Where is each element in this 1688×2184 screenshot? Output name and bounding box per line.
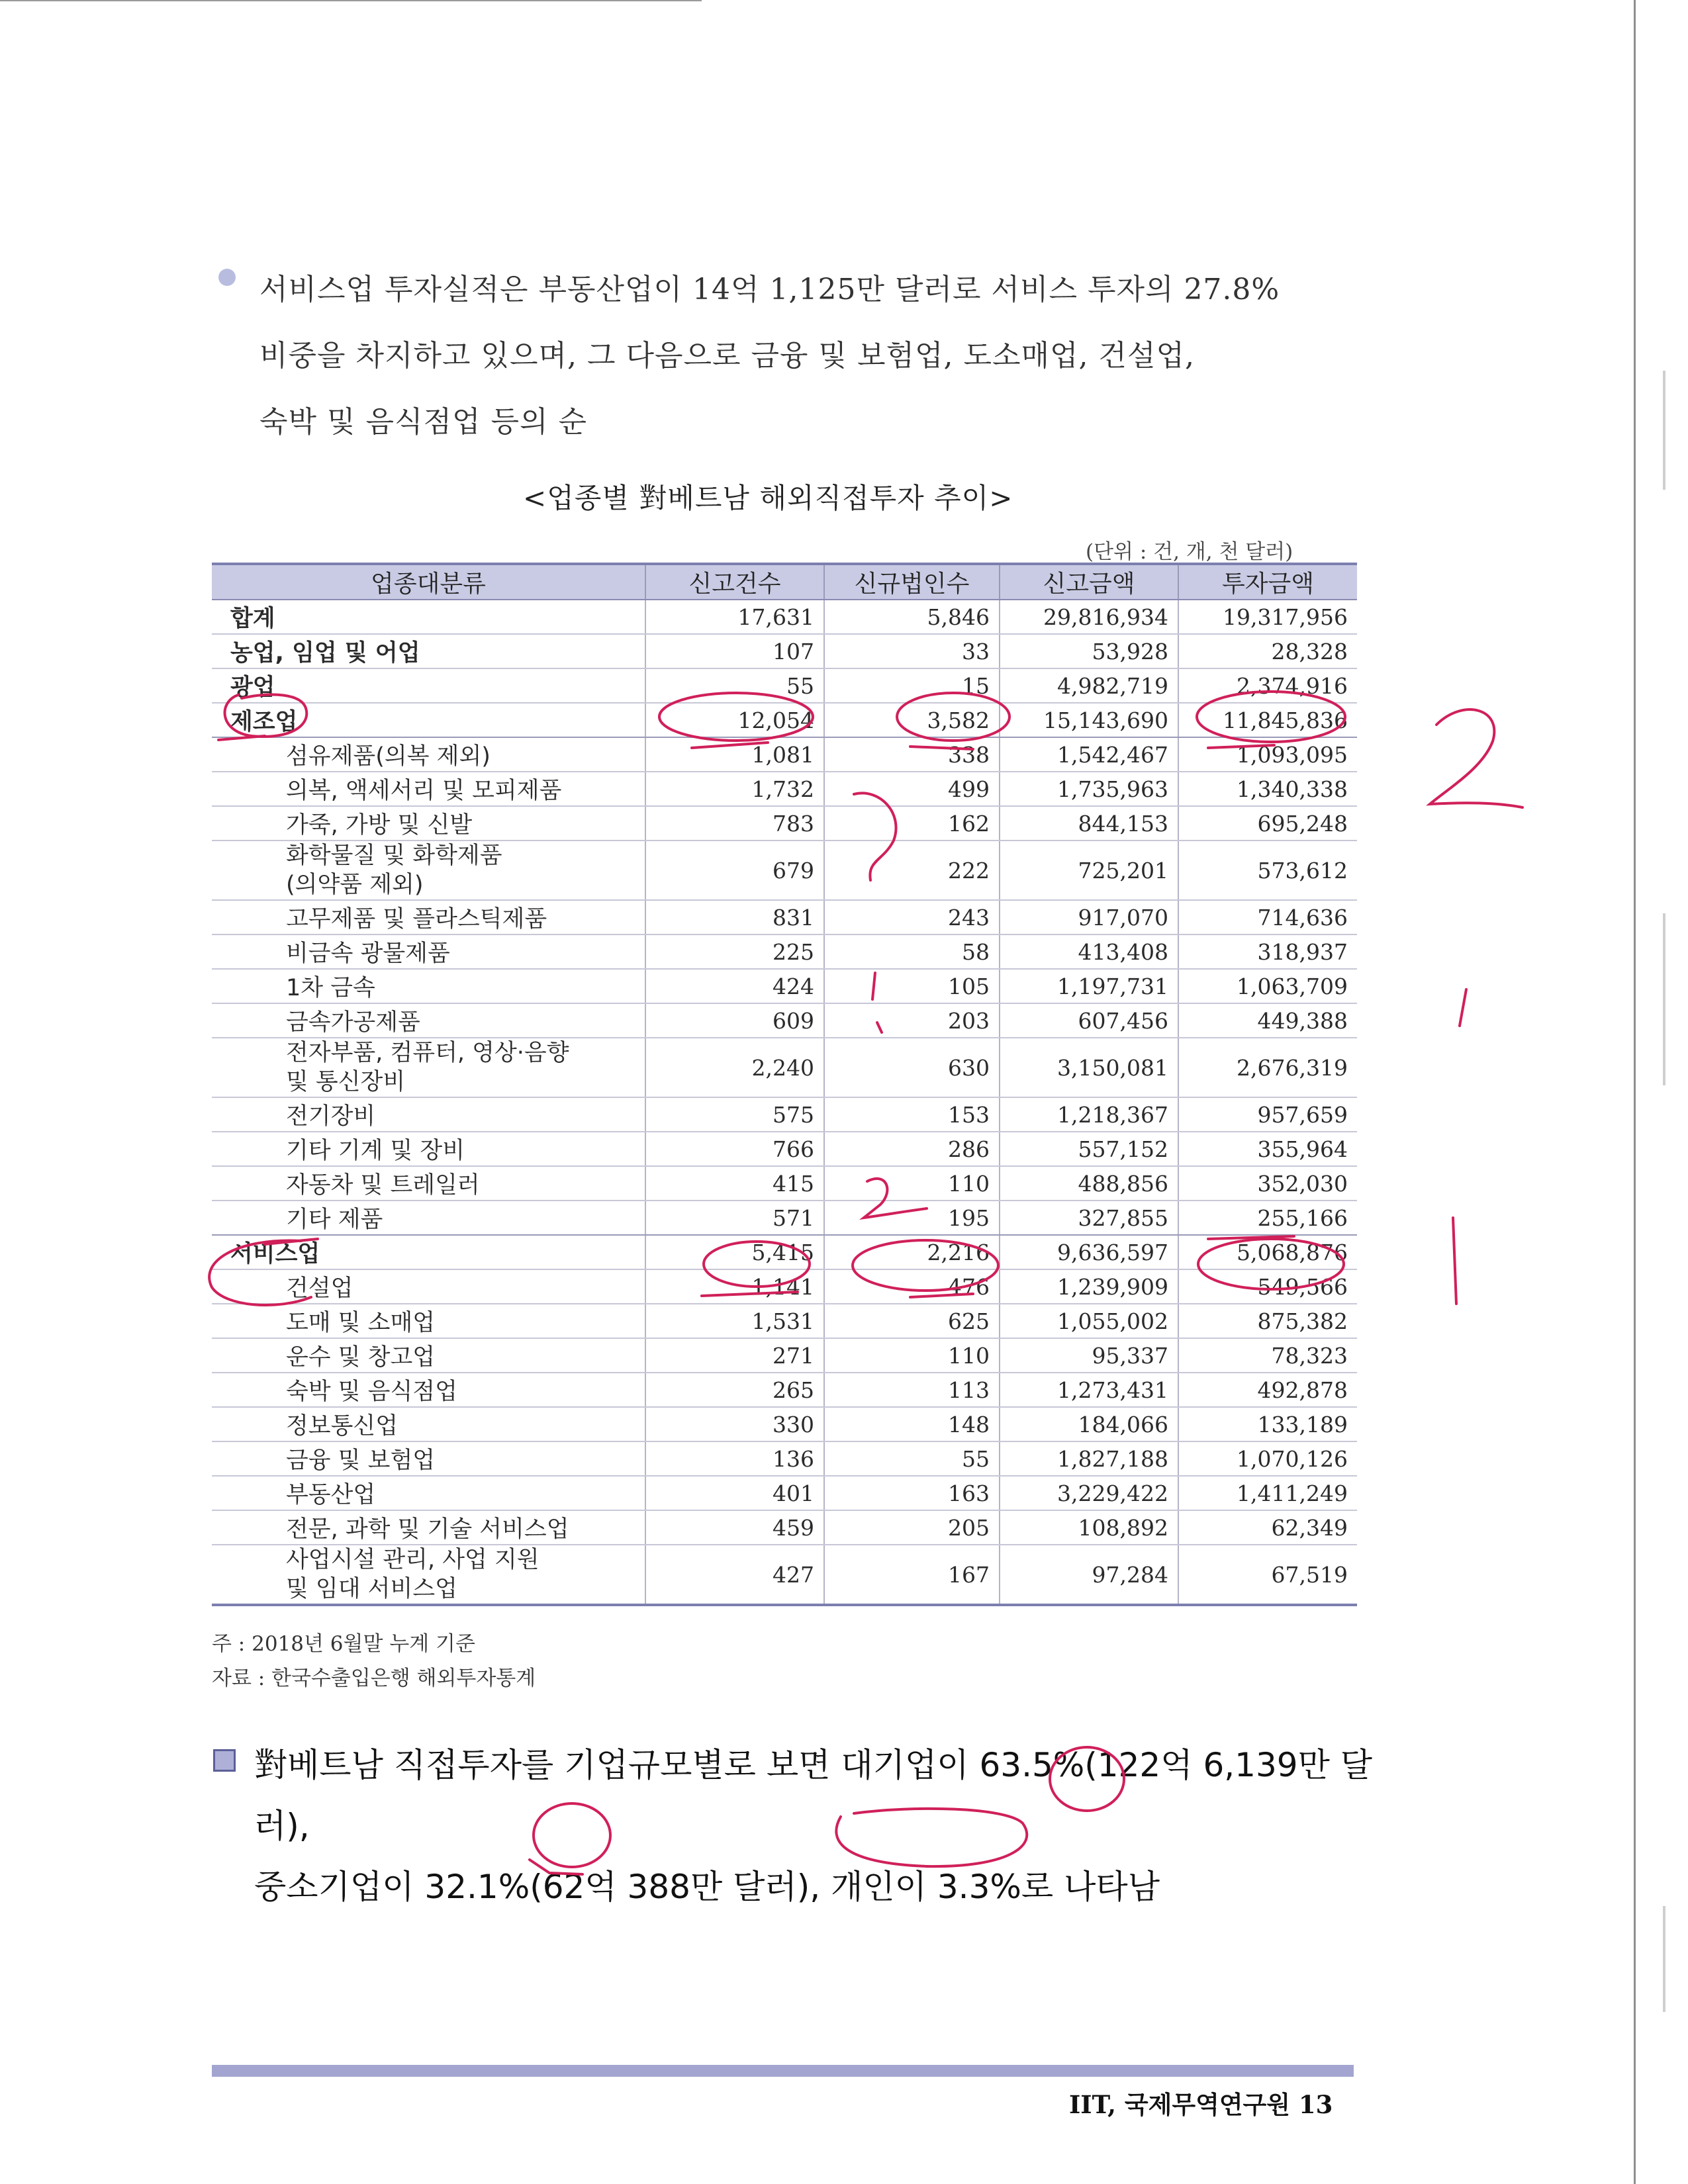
annotation-stroke — [692, 743, 768, 748]
cell-new-corporations: 3,582 — [824, 703, 1000, 737]
cell-new-corporations: 33 — [824, 634, 1000, 668]
cell-report-count: 831 — [645, 900, 824, 934]
cell-report-amount: 488,856 — [1000, 1166, 1178, 1201]
cell-new-corporations: 15 — [824, 668, 1000, 703]
cell-report-count: 107 — [645, 634, 824, 668]
cell-report-count: 415 — [645, 1166, 824, 1201]
annotation-margin-2 — [1430, 709, 1523, 807]
cell-report-amount: 1,827,188 — [1000, 1441, 1178, 1476]
cell-new-corporations: 195 — [824, 1201, 1000, 1235]
cell-invest-amount: 714,636 — [1178, 900, 1357, 934]
table-title: <업종별 對베트남 해외직접투자 추이> — [523, 482, 1013, 514]
cell-report-count: 575 — [645, 1097, 824, 1132]
cell-new-corporations: 153 — [824, 1097, 1000, 1132]
annotation-mark — [877, 1023, 882, 1032]
cell-invest-amount: 2,374,916 — [1178, 668, 1357, 703]
cell-report-count: 12,054 — [645, 703, 824, 737]
cell-invest-amount: 5,068,876 — [1178, 1235, 1357, 1269]
cell-report-amount: 607,456 — [1000, 1003, 1178, 1038]
annotation-circle — [534, 1803, 610, 1867]
row-label: 숙박 및 음식점업 — [212, 1373, 645, 1407]
cell-report-amount: 725,201 — [1000, 841, 1178, 900]
cell-report-count: 2,240 — [645, 1038, 824, 1097]
row-label: 전문, 과학 및 기술 서비스업 — [212, 1510, 645, 1545]
row-label: 금속가공제품 — [212, 1003, 645, 1038]
cell-new-corporations: 338 — [824, 737, 1000, 772]
cell-report-count: 265 — [645, 1373, 824, 1407]
cell-report-count: 330 — [645, 1407, 824, 1441]
cell-invest-amount: 549,566 — [1178, 1269, 1357, 1304]
cell-report-amount: 97,284 — [1000, 1545, 1178, 1605]
cell-report-amount: 917,070 — [1000, 900, 1178, 934]
cell-invest-amount: 28,328 — [1178, 634, 1357, 668]
cell-report-amount: 108,892 — [1000, 1510, 1178, 1545]
cell-report-amount: 1,735,963 — [1000, 772, 1178, 806]
row-label: 금융 및 보험업 — [212, 1441, 645, 1476]
cell-report-count: 225 — [645, 934, 824, 969]
cell-report-count: 1,531 — [645, 1304, 824, 1338]
annotation-stroke — [702, 1292, 798, 1296]
row-label: 고무제품 및 플라스틱제품 — [212, 900, 645, 934]
cell-report-count: 5,415 — [645, 1235, 824, 1269]
cell-invest-amount: 1,093,095 — [1178, 737, 1357, 772]
cell-new-corporations: 499 — [824, 772, 1000, 806]
cell-new-corporations: 205 — [824, 1510, 1000, 1545]
cell-report-count: 55 — [645, 668, 824, 703]
header-new-corporations: 신규법인수 — [824, 564, 1000, 600]
row-label: 기타 제품 — [212, 1201, 645, 1235]
cell-invest-amount: 1,340,338 — [1178, 772, 1357, 806]
row-label: 가죽, 가방 및 신발 — [212, 806, 645, 841]
header-report-amount: 신고금액 — [1000, 564, 1178, 600]
cell-invest-amount: 78,323 — [1178, 1338, 1357, 1373]
row-label: 1차 금속 — [212, 969, 645, 1003]
cell-report-amount: 1,273,431 — [1000, 1373, 1178, 1407]
cell-new-corporations: 55 — [824, 1441, 1000, 1476]
annotation-stroke — [1208, 745, 1274, 748]
cell-report-count: 401 — [645, 1476, 824, 1510]
row-label: 합계 — [212, 600, 645, 634]
header-invest-amount: 투자금액 — [1178, 564, 1357, 600]
annotation-mark — [872, 973, 875, 999]
cell-new-corporations: 105 — [824, 969, 1000, 1003]
annotation-circle — [1197, 692, 1345, 742]
row-label: 광업 — [212, 668, 645, 703]
annotation-circle — [853, 1240, 998, 1291]
row-label: 제조업 — [212, 703, 645, 737]
row-label: 건설업 — [212, 1269, 645, 1304]
cell-report-amount: 1,239,909 — [1000, 1269, 1178, 1304]
cell-report-amount: 557,152 — [1000, 1132, 1178, 1166]
cell-report-count: 136 — [645, 1441, 824, 1476]
cell-invest-amount: 492,878 — [1178, 1373, 1357, 1407]
row-label: 의복, 액세서리 및 모피제품 — [212, 772, 645, 806]
annotation-margin-1 — [1453, 1218, 1456, 1304]
row-label: 서비스업 — [212, 1235, 645, 1269]
cell-report-amount: 327,855 — [1000, 1201, 1178, 1235]
cell-new-corporations: 5,846 — [824, 600, 1000, 634]
row-label: 도매 및 소매업 — [212, 1304, 645, 1338]
cell-report-count: 1,732 — [645, 772, 824, 806]
cell-report-amount: 1,218,367 — [1000, 1097, 1178, 1132]
annotation-margin-1 — [1460, 989, 1466, 1026]
cell-report-amount: 95,337 — [1000, 1338, 1178, 1373]
cell-new-corporations: 625 — [824, 1304, 1000, 1338]
cell-invest-amount: 19,317,956 — [1178, 600, 1357, 634]
cell-report-amount: 1,542,467 — [1000, 737, 1178, 772]
annotation-circle — [1198, 1239, 1344, 1289]
cell-report-count: 766 — [645, 1132, 824, 1166]
row-label-line: 전자부품, 컴퓨터, 영상·음향 — [286, 1040, 569, 1066]
cell-invest-amount: 355,964 — [1178, 1132, 1357, 1166]
paragraph-line: 숙박 및 음식점업 등의 순 — [259, 405, 587, 439]
cell-new-corporations: 113 — [824, 1373, 1000, 1407]
paragraph-line: 중소기업이 32.1%(62억 388만 달러), 개인이 3.3%로 나타남 — [254, 1868, 1160, 1906]
cell-invest-amount: 318,937 — [1178, 934, 1357, 969]
cell-new-corporations: 2,216 — [824, 1235, 1000, 1269]
cell-invest-amount: 957,659 — [1178, 1097, 1357, 1132]
row-label: 자동차 및 트레일러 — [212, 1166, 645, 1201]
row-label: 농업, 임업 및 어업 — [212, 634, 645, 668]
cell-report-amount: 1,197,731 — [1000, 969, 1178, 1003]
cell-new-corporations: 163 — [824, 1476, 1000, 1510]
row-label-line: 화학물질 및 화학제품 — [286, 842, 502, 869]
cell-report-count: 459 — [645, 1510, 824, 1545]
cell-invest-amount: 255,166 — [1178, 1201, 1357, 1235]
annotation-circle — [218, 695, 306, 740]
cell-invest-amount: 2,676,319 — [1178, 1038, 1357, 1097]
cell-report-count: 783 — [645, 806, 824, 841]
cell-new-corporations: 167 — [824, 1545, 1000, 1605]
header-industry: 업종대분류 — [212, 564, 645, 600]
row-label: 정보통신업 — [212, 1407, 645, 1441]
cell-invest-amount: 62,349 — [1178, 1510, 1357, 1545]
cell-invest-amount: 352,030 — [1178, 1166, 1357, 1201]
cell-new-corporations: 243 — [824, 900, 1000, 934]
row-label: 운수 및 창고업 — [212, 1338, 645, 1373]
cell-new-corporations: 476 — [824, 1269, 1000, 1304]
cell-report-amount: 53,928 — [1000, 634, 1178, 668]
annotation-stroke — [910, 747, 973, 749]
cell-report-amount: 3,229,422 — [1000, 1476, 1178, 1510]
cell-report-amount: 29,816,934 — [1000, 600, 1178, 634]
cell-new-corporations: 162 — [824, 806, 1000, 841]
table-note: 주 : 2018년 6월말 누계 기준 — [212, 1632, 475, 1656]
paragraph-line: 對베트남 직접투자를 기업규모별로 보면 대기업이 63.5%(122억 6,139만 달러), — [254, 1746, 1373, 1845]
paragraph-line: 서비스업 투자실적은 부동산업이 14억 1,125만 달러로 서비스 투자의 27.8% — [259, 273, 1280, 306]
cell-report-count: 571 — [645, 1201, 824, 1235]
annotation-circle — [836, 1809, 1027, 1866]
row-label: 기타 기계 및 장비 — [212, 1132, 645, 1166]
cell-new-corporations: 203 — [824, 1003, 1000, 1038]
cell-new-corporations: 286 — [824, 1132, 1000, 1166]
annotation-mark — [864, 1179, 927, 1218]
cell-invest-amount: 875,382 — [1178, 1304, 1357, 1338]
cell-new-corporations: 110 — [824, 1166, 1000, 1201]
cell-new-corporations: 110 — [824, 1338, 1000, 1373]
annotation-circle — [1050, 1747, 1124, 1811]
cell-report-count: 1,081 — [645, 737, 824, 772]
annotation-circle — [897, 693, 1009, 741]
cell-new-corporations: 58 — [824, 934, 1000, 969]
cell-report-amount: 413,408 — [1000, 934, 1178, 969]
table-unit: (단위 : 건, 개, 천 달러) — [1086, 540, 1293, 564]
cell-report-count: 17,631 — [645, 600, 824, 634]
header-report-count: 신고건수 — [645, 564, 824, 600]
cell-report-amount: 844,153 — [1000, 806, 1178, 841]
cell-report-count: 271 — [645, 1338, 824, 1373]
row-label: 비금속 광물제품 — [212, 934, 645, 969]
annotation-circle — [209, 1241, 311, 1305]
annotation-circle — [659, 693, 813, 741]
paragraph-line: 비중을 차지하고 있으며, 그 다음으로 금융 및 보험업, 도소매업, 건설업, — [259, 339, 1195, 373]
row-label-line: 및 통신장비 — [286, 1069, 406, 1095]
cell-report-amount: 4,982,719 — [1000, 668, 1178, 703]
cell-report-amount: 3,150,081 — [1000, 1038, 1178, 1097]
row-label-line: (의약품 제외) — [286, 872, 424, 898]
cell-report-count: 427 — [645, 1545, 824, 1605]
cell-report-amount: 1,055,002 — [1000, 1304, 1178, 1338]
row-label: 전기장비 — [212, 1097, 645, 1132]
annotation-circle — [704, 1242, 810, 1287]
cell-invest-amount: 1,063,709 — [1178, 969, 1357, 1003]
cell-invest-amount: 1,070,126 — [1178, 1441, 1357, 1476]
row-label: 부동산업 — [212, 1476, 645, 1510]
cell-invest-amount: 573,612 — [1178, 841, 1357, 900]
row-label: 섬유제품(의복 제외) — [212, 737, 645, 772]
cell-new-corporations: 630 — [824, 1038, 1000, 1097]
annotation-stroke — [910, 1294, 973, 1297]
cell-report-amount: 184,066 — [1000, 1407, 1178, 1441]
cell-new-corporations: 222 — [824, 841, 1000, 900]
cell-invest-amount: 11,845,836 — [1178, 703, 1357, 737]
cell-report-count: 424 — [645, 969, 824, 1003]
cell-invest-amount: 695,248 — [1178, 806, 1357, 841]
cell-report-count: 1,141 — [645, 1269, 824, 1304]
cell-invest-amount: 133,189 — [1178, 1407, 1357, 1441]
cell-report-count: 679 — [645, 841, 824, 900]
cell-report-count: 609 — [645, 1003, 824, 1038]
row-label-line: 및 임대 서비스업 — [286, 1576, 457, 1602]
row-label-line: 사업시설 관리, 사업 지원 — [286, 1547, 539, 1573]
annotation-mark — [854, 793, 896, 880]
table-source: 자료 : 한국수출입은행 해외투자통계 — [212, 1666, 536, 1690]
cell-invest-amount: 1,411,249 — [1178, 1476, 1357, 1510]
cell-new-corporations: 148 — [824, 1407, 1000, 1441]
page-footer: IIT, 국제무역연구원 13 — [1069, 2090, 1333, 2119]
cell-report-amount: 9,636,597 — [1000, 1235, 1178, 1269]
cell-invest-amount: 449,388 — [1178, 1003, 1357, 1038]
cell-invest-amount: 67,519 — [1178, 1545, 1357, 1605]
cell-report-amount: 15,143,690 — [1000, 703, 1178, 737]
